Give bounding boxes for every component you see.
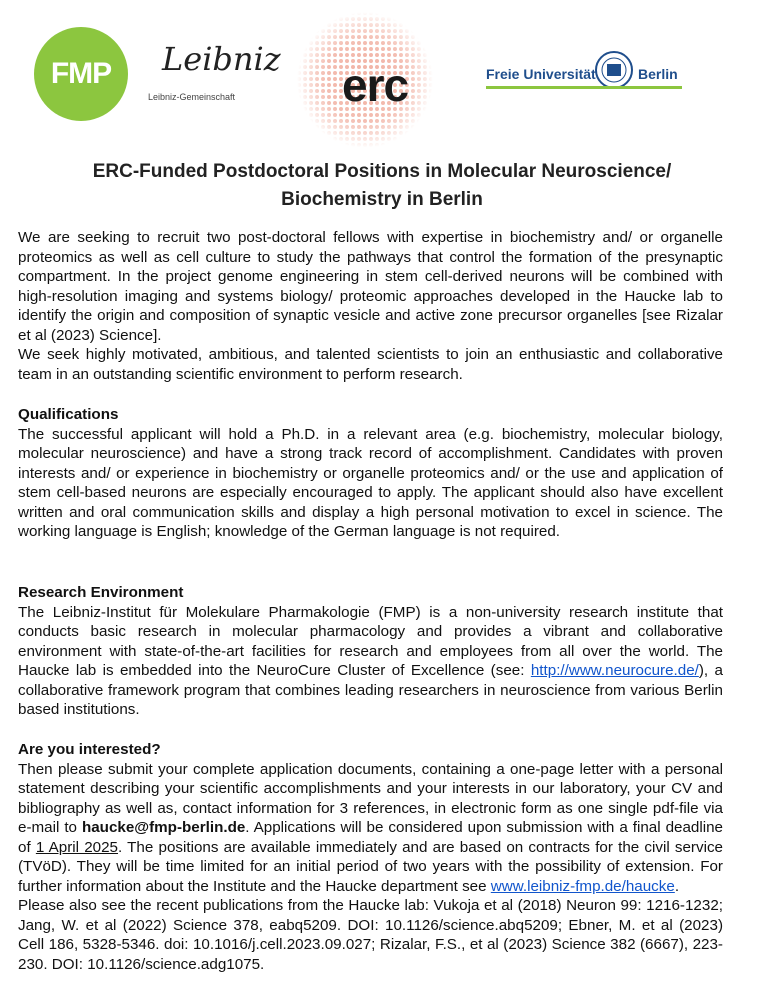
environment-text-a: The Leibniz-Institut für Molekulare Pharmakologie (FMP) is a non-university research institute that conducts basic research in molecular pharmacology and provides a vibrant and collaborative environment with state-of-the-art facilities for research and employees from all over the world. The Haucke lab is embedded into the NeuroCure Cluster of Excellence (see:	[18, 603, 723, 679]
qualifications-body: The successful applicant will hold a Ph.D. in a relevant area (e.g. biochemistry, molecular biology, molecular neuroscience) and have a strong track record of accomplishment. Candidates with proven interests and/ or experience in biochemistry or organelle proteomics and/ or the use and application of stem cell-based neurons are especially encouraged to apply. The applicant should also have excellent written and oral communication skills and display a high personal motivation to excel in science. The working language is English; knowledge of the German language is not required.	[18, 425, 723, 540]
fmp-logo	[34, 27, 128, 121]
interested-text-d: .	[674, 877, 680, 895]
fmp-haucke-link[interactable]: www.leibniz-fmp.de/haucke	[490, 877, 675, 895]
intro-section	[18, 228, 723, 384]
erc-wordmark: erc	[342, 59, 409, 111]
environment-heading: Research Environment	[18, 584, 184, 601]
interested-text-a: Then please submit your complete application documents, containing a one-page letter with a personal statement describing your scientific accomplishments and your interests in our laboratory, your CV and bibliography as well as, contact information for 3 references, in electronic form as one single pdf-file via e-mail to	[18, 760, 723, 836]
qualifications-heading: Qualifications	[18, 406, 119, 423]
deadline-date: 1 April 2025	[35, 838, 119, 856]
fmp-logo-text: FMP	[50, 57, 112, 90]
page-title	[20, 158, 744, 214]
interested-body	[18, 760, 723, 897]
fu-city: Berlin	[638, 66, 678, 82]
fu-underline	[486, 86, 682, 89]
fu-name: Freie Universität	[486, 66, 596, 82]
interested-text-b: . Applications will be considered upon submission with a final deadline of	[18, 819, 723, 856]
contact-email[interactable]: haucke@fmp-berlin.de	[81, 819, 246, 836]
leibniz-subtitle: Leibniz-Gemeinschaft	[148, 92, 236, 102]
interested-text-c: . The positions are available immediately and are based on contracts for the civil service (TVöD). They will be time limited for an initial period of two years with the possibility of extension. For further information about the Institute and the Haucke department see	[18, 838, 724, 895]
interested-section	[18, 740, 723, 974]
title-line-2: Biochemistry in Berlin	[281, 189, 483, 210]
environment-body	[18, 603, 723, 720]
leibniz-logo	[148, 40, 281, 115]
erc-logo	[290, 10, 440, 150]
fu-seal-icon	[594, 50, 634, 90]
leibniz-signature: Leibniz	[162, 40, 281, 78]
environment-text-b: ), a collaborative framework program that combines leading researchers in neuroscience from various Berlin based institutions.	[18, 662, 723, 718]
publications-paragraph: Please also see the recent publications from the Haucke lab: Vukoja et al (2018) Neuron 99: 1216-1232; Jang, W. et al (2022) Science 378, eabq5209. DOI: 10.1126/science.abq5209; Ebner, M. et al (2023) Cell 186, 5328-5346. doi: 10.1016/j.cell.2023.09.027; Rizalar, F.S., et al (2023) Science 382 (6667), 223-230. DOI: 10.1126/science.adg1075.	[18, 897, 723, 973]
qualifications-section	[18, 405, 723, 542]
title-line-1: ERC-Funded Postdoctoral Positions in Molecular Neuroscience/	[92, 161, 672, 182]
fu-berlin-logo	[486, 48, 682, 94]
environment-section	[18, 583, 723, 720]
intro-paragraph-2: We seek highly motivated, ambitious, and talented scientists to join an enthusiastic and collaborative team in an outstanding scientific environment to perform research.	[18, 346, 723, 383]
logo-bar	[0, 0, 764, 150]
interested-heading: Are you interested?	[18, 741, 161, 758]
intro-paragraph-1: We are seeking to recruit two post-doctoral fellows with expertise in biochemistry and/ or organelle proteomics as well as cell culture to study the pathways that control the formation of the presynaptic compartment. In the project genome engineering in stem cell-derived neurons will be combined with high-resolution imaging and systems biology/ proteomic approaches developed in the Haucke lab to identify the origin and composition of synaptic vesicle and active zone precursor organelles [see Rizalar et al (2023) Science].	[18, 229, 723, 344]
neurocure-link[interactable]: http://www.neurocure.de/	[530, 662, 699, 679]
